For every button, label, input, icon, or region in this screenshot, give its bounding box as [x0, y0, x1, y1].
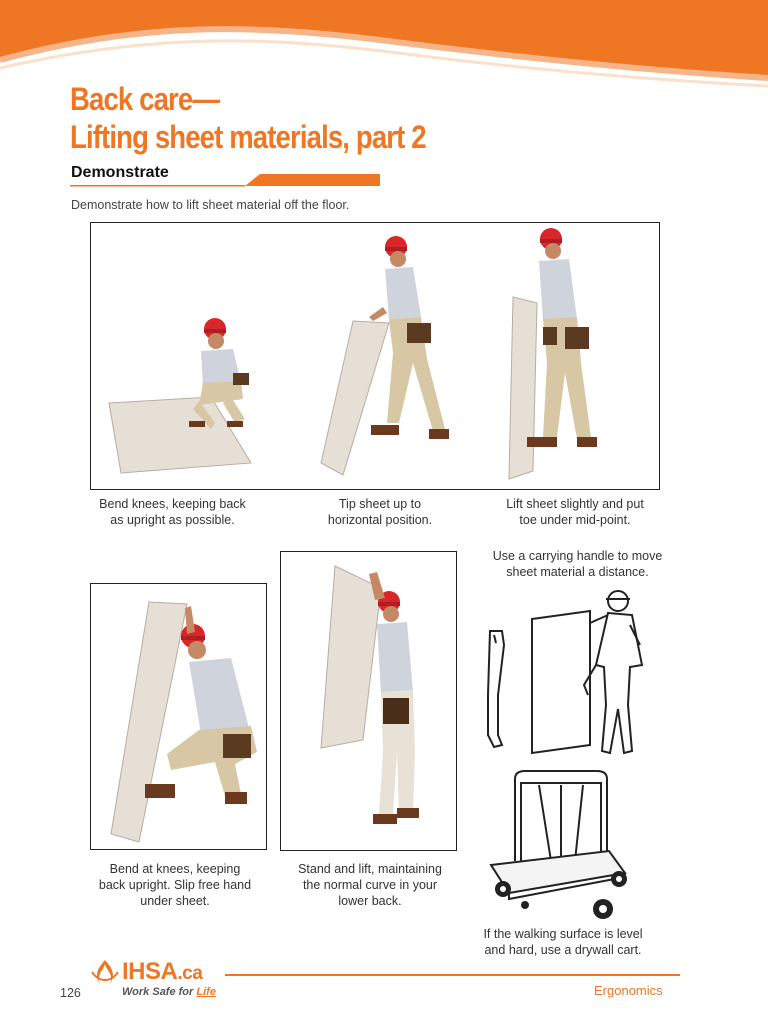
caption-step-3: Lift sheet slightly and put toe under mid-point.: [506, 497, 644, 527]
caption-step-1: Bend knees, keeping back as upright as possible.: [99, 497, 246, 527]
photo-step-4: [90, 583, 267, 850]
page-number: 126: [60, 986, 81, 1000]
caption-step-5: Stand and lift, maintaining the normal curve in your lower back.: [298, 862, 442, 908]
section-underline: [70, 172, 380, 188]
caption-drywall-cart: If the walking surface is level and hard, use a drywall cart.: [483, 927, 643, 957]
drywall-cart-drawing: [485, 765, 635, 925]
caption-step-2: Tip sheet up to horizontal position.: [327, 497, 433, 527]
carrying-handle-drawing: [480, 585, 665, 760]
footer-rule: [225, 974, 680, 976]
logo-wordmark: IHSA.ca: [122, 958, 203, 985]
section-heading: Demonstrate: [71, 164, 169, 181]
page-title: Back care— Lifting sheet materials, part 2: [70, 81, 426, 155]
footer-section-name: Ergonomics: [594, 983, 663, 998]
caption-step-4: Bend at knees, keeping back upright. Slip free hand under sheet.: [98, 862, 252, 908]
ihsa-flame-icon: [90, 958, 120, 988]
logo-tagline: Work Safe for Life: [122, 986, 216, 998]
intro-text: Demonstrate how to lift sheet material off the floor.: [71, 198, 350, 212]
caption-carrying-handle: Use a carrying handle to move sheet material a distance.: [492, 549, 663, 579]
photo-step-5: [280, 551, 457, 851]
photo-panel-steps-1-3: [90, 222, 660, 490]
lifting-steps-illustration: [91, 223, 659, 489]
